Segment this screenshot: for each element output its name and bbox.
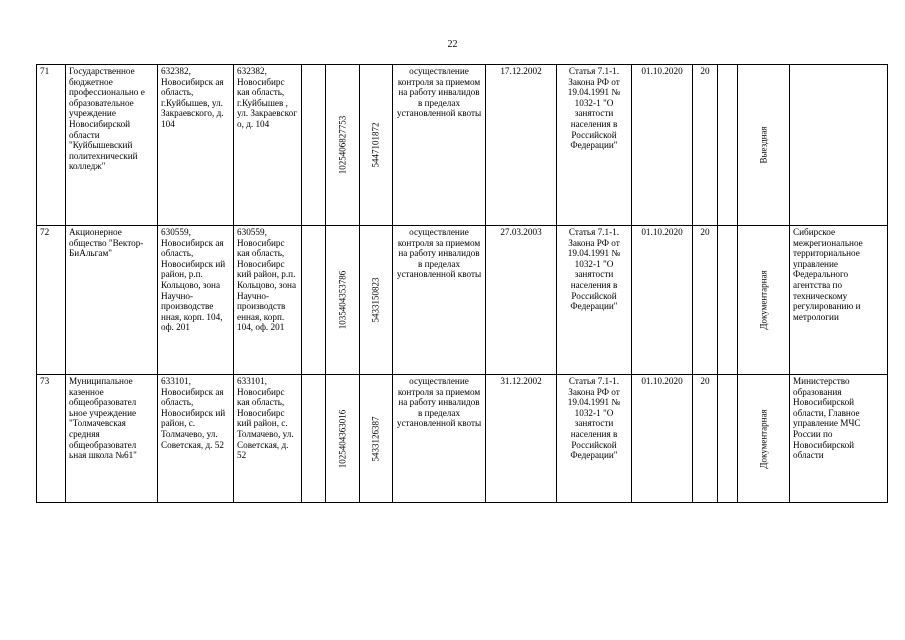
- legal-address: 630559, Новосибирск ая область, Новосибирск ий район, р.п. Кольцово, зона Научно-производстве нная, корп. 104, оф. 201: [158, 226, 234, 375]
- registration-date: 17.12.2002: [486, 65, 557, 226]
- inspection-table: [36, 64, 888, 503]
- inspection-form: Выездная: [758, 126, 769, 164]
- inspection-subject: осуществление контроля за приемом на работу инвалидов в пределах установленной квоты: [393, 65, 486, 226]
- start-date: 01.10.2020: [632, 375, 693, 503]
- legal-address: 632382, Новосибирск ая область, г.Куйбышев, ул. Закраевского, д. 104: [158, 65, 234, 226]
- inn-cell: [360, 65, 393, 226]
- legal-basis: Статья 7.1-1. Закона РФ от 19.04.1991 № 1032-1 "О занятости населения в Российской Федерации": [557, 375, 632, 503]
- legal-basis: Статья 7.1-1. Закона РФ от 19.04.1991 № 1032-1 "О занятости населения в Российской Федерации": [557, 65, 632, 226]
- table-row: [37, 226, 888, 375]
- activity-address: 633101, Новосибирс кая область, Новосибирс кий район, с. Толмачево, ул. Советская, д. 52: [234, 375, 302, 503]
- organization-name: Муниципальное казенное общеобразовател ьное учреждение "Толмачевская средняя общеобразовател ьная школа №61": [66, 375, 158, 503]
- empty-cell: [302, 65, 326, 226]
- organization-name: Государственное бюджетное профессионально е образовательное учреждение Новосибирской области "Куйбышевский политехнический колледж": [66, 65, 158, 226]
- inn-cell: [360, 226, 393, 375]
- ogrn: 1035404353786: [337, 270, 348, 330]
- registration-date: 27.03.2003: [486, 226, 557, 375]
- ogrn-cell: [326, 375, 360, 503]
- registration-date: 31.12.2002: [486, 375, 557, 503]
- legal-address: 633101, Новосибирск ая область, Новосибирск ий район, с. Толмачево, ул. Советская, д. 52: [158, 375, 234, 503]
- inspection-subject: осуществление контроля за приемом на работу инвалидов в пределах установленной квоты: [393, 226, 486, 375]
- row-number: 73: [37, 375, 66, 503]
- start-date: 01.10.2020: [632, 65, 693, 226]
- table-row: [37, 65, 888, 226]
- activity-address: 632382, Новосибирс кая область, г.Куйбышев , ул. Закраевског о, д. 104: [234, 65, 302, 226]
- joint-authority: [790, 65, 888, 226]
- inn: 5433126387: [370, 416, 381, 461]
- inspection-form-cell: [738, 226, 790, 375]
- table-row: [37, 375, 888, 503]
- page-number: 22: [447, 39, 458, 50]
- organization-name: Акционерное общество "Вектор-БиАльгам": [66, 226, 158, 375]
- empty-cell: [718, 226, 738, 375]
- inspection-form: Документарная: [758, 270, 769, 330]
- inn-cell: [360, 375, 393, 503]
- empty-cell: [302, 226, 326, 375]
- row-number: 72: [37, 226, 66, 375]
- empty-cell: [718, 65, 738, 226]
- inspection-form-cell: [738, 65, 790, 226]
- ogrn: 1025404363016: [337, 409, 348, 468]
- start-date: 01.10.2020: [632, 226, 693, 375]
- joint-authority: Сибирское межрегиональное территориальное управление Федерального агентства по техническому регулированию и метрологии: [790, 226, 888, 375]
- duration-days: 20: [693, 226, 718, 375]
- ogrn: 1025406827753: [337, 115, 348, 175]
- inspection-form-cell: [738, 375, 790, 503]
- empty-cell: [302, 375, 326, 503]
- legal-basis: Статья 7.1-1. Закона РФ от 19.04.1991 № 1032-1 "О занятости населения в Российской Федерации": [557, 226, 632, 375]
- activity-address: 630559, Новосибирс кая область, Новосибирс кий район, р.п. Кольцово, зона Научно-производств енная, корп. 104, оф. 201: [234, 226, 302, 375]
- empty-cell: [718, 375, 738, 503]
- inn: 5433150823: [370, 277, 381, 323]
- duration-days: 20: [693, 65, 718, 226]
- joint-authority: Министерство образования Новосибирской области, Главное управление МЧС России по Новосибирской области: [790, 375, 888, 503]
- ogrn-cell: [326, 226, 360, 375]
- inn: 5447101872: [370, 122, 381, 168]
- ogrn-cell: [326, 65, 360, 226]
- inspection-form: Документарная: [758, 408, 769, 469]
- row-number: 71: [37, 65, 66, 226]
- duration-days: 20: [693, 375, 718, 503]
- inspection-subject: осуществление контроля за приемом на работу инвалидов в пределах установленной квоты: [393, 375, 486, 503]
